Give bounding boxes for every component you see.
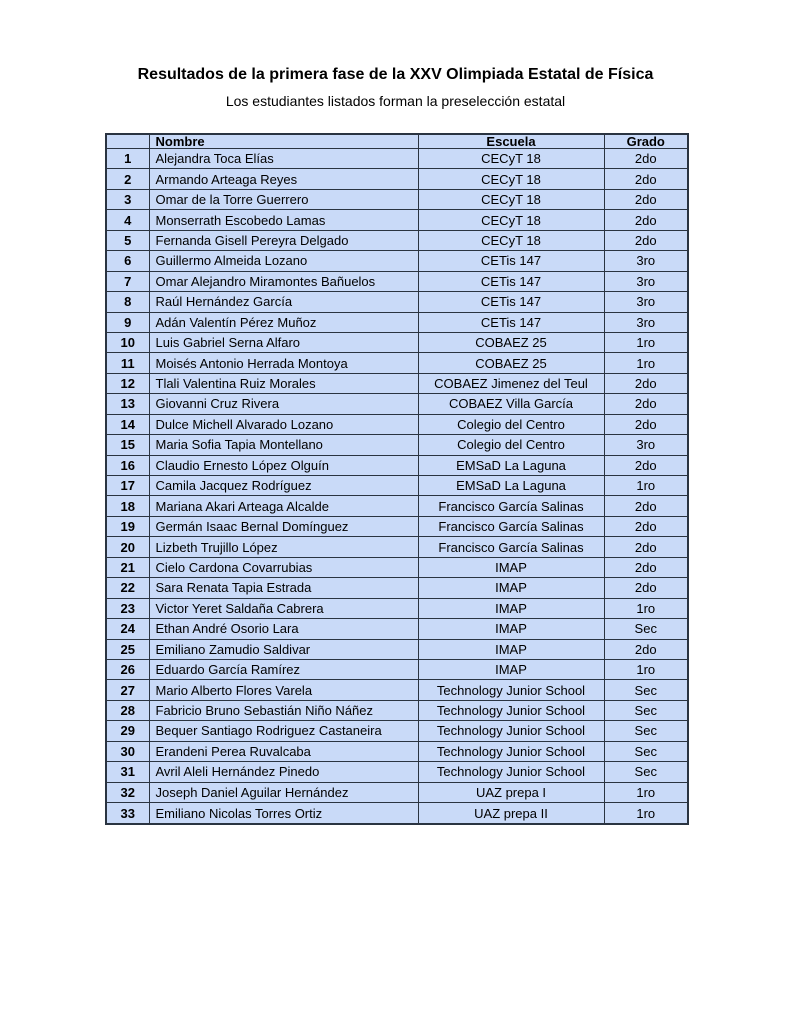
school-cell: Technology Junior School — [418, 700, 604, 720]
student-name-cell: Alejandra Toca Elías — [149, 149, 418, 169]
table-row — [106, 271, 688, 291]
school-cell: Francisco García Salinas — [418, 516, 604, 536]
table-row — [106, 312, 688, 332]
row-number-cell: 25 — [106, 639, 149, 659]
student-name-cell: Avril Aleli Hernández Pinedo — [149, 762, 418, 782]
table-row — [106, 680, 688, 700]
school-cell: CECyT 18 — [418, 169, 604, 189]
row-number-cell: 3 — [106, 189, 149, 209]
student-name-cell: Giovanni Cruz Rivera — [149, 394, 418, 414]
student-name-cell: Emiliano Nicolas Torres Ortiz — [149, 803, 418, 825]
grade-cell: 3ro — [604, 292, 688, 312]
grade-cell: 2do — [604, 516, 688, 536]
table-row — [106, 762, 688, 782]
student-name-cell: Raúl Hernández García — [149, 292, 418, 312]
grade-cell: Sec — [604, 619, 688, 639]
row-number-cell: 14 — [106, 414, 149, 434]
table-row — [106, 210, 688, 230]
row-number-cell: 12 — [106, 373, 149, 393]
school-cell: CETis 147 — [418, 271, 604, 291]
student-name-cell: Fabricio Bruno Sebastián Niño Náñez — [149, 700, 418, 720]
school-cell: IMAP — [418, 659, 604, 679]
grade-cell: 1ro — [604, 598, 688, 618]
row-number-cell: 23 — [106, 598, 149, 618]
grade-cell: Sec — [604, 721, 688, 741]
table-row — [106, 251, 688, 271]
table-row — [106, 455, 688, 475]
row-number-cell: 29 — [106, 721, 149, 741]
school-cell: Francisco García Salinas — [418, 496, 604, 516]
grade-cell: 1ro — [604, 782, 688, 802]
school-cell: IMAP — [418, 578, 604, 598]
grade-cell: 2do — [604, 414, 688, 434]
table-row — [106, 557, 688, 577]
row-number-cell: 5 — [106, 230, 149, 250]
row-number-cell: 31 — [106, 762, 149, 782]
school-cell: CECyT 18 — [418, 189, 604, 209]
school-cell: Technology Junior School — [418, 741, 604, 761]
document-title: Resultados de la primera fase de la XXV Olimpiada Estatal de Física — [137, 66, 654, 83]
student-name-cell: Eduardo García Ramírez — [149, 659, 418, 679]
grade-cell: Sec — [604, 741, 688, 761]
grade-cell: Sec — [604, 680, 688, 700]
school-cell: CECyT 18 — [418, 210, 604, 230]
table-row — [106, 659, 688, 679]
student-name-cell: Luis Gabriel Serna Alfaro — [149, 332, 418, 352]
row-number-cell: 15 — [106, 435, 149, 455]
table-row — [106, 373, 688, 393]
row-number-cell: 20 — [106, 537, 149, 557]
table-row — [106, 639, 688, 659]
student-name-cell: Maria Sofia Tapia Montellano — [149, 435, 418, 455]
student-name-cell: Omar Alejandro Miramontes Bañuelos — [149, 271, 418, 291]
student-name-cell: Guillermo Almeida Lozano — [149, 251, 418, 271]
row-number-cell: 21 — [106, 557, 149, 577]
school-cell: IMAP — [418, 557, 604, 577]
student-name-cell: Camila Jacquez Rodríguez — [149, 476, 418, 496]
student-name-cell: Emiliano Zamudio Saldivar — [149, 639, 418, 659]
school-cell: IMAP — [418, 619, 604, 639]
row-number-cell: 30 — [106, 741, 149, 761]
row-number-cell: 28 — [106, 700, 149, 720]
row-number-cell: 32 — [106, 782, 149, 802]
table-row — [106, 332, 688, 352]
results-table — [105, 133, 689, 825]
grade-cell: 2do — [604, 496, 688, 516]
row-number-cell: 9 — [106, 312, 149, 332]
student-name-cell: Mario Alberto Flores Varela — [149, 680, 418, 700]
table-row — [106, 803, 688, 825]
row-number-cell: 18 — [106, 496, 149, 516]
row-number-cell: 1 — [106, 149, 149, 169]
school-cell: Colegio del Centro — [418, 435, 604, 455]
header-nombre: Nombre — [149, 134, 418, 149]
table-body — [106, 149, 688, 825]
header-grado: Grado — [604, 134, 688, 149]
student-name-cell: Sara Renata Tapia Estrada — [149, 578, 418, 598]
school-cell: CECyT 18 — [418, 230, 604, 250]
table-row — [106, 537, 688, 557]
grade-cell: 2do — [604, 455, 688, 475]
grade-cell: 2do — [604, 230, 688, 250]
school-cell: Technology Junior School — [418, 721, 604, 741]
grade-cell: 3ro — [604, 251, 688, 271]
grade-cell: Sec — [604, 700, 688, 720]
student-name-cell: Adán Valentín Pérez Muñoz — [149, 312, 418, 332]
grade-cell: 2do — [604, 578, 688, 598]
school-cell: CECyT 18 — [418, 149, 604, 169]
student-name-cell: Bequer Santiago Rodriguez Castaneira — [149, 721, 418, 741]
student-name-cell: Dulce Michell Alvarado Lozano — [149, 414, 418, 434]
student-name-cell: Tlali Valentina Ruiz Morales — [149, 373, 418, 393]
student-name-cell: Claudio Ernesto López Olguín — [149, 455, 418, 475]
student-name-cell: Germán Isaac Bernal Domínguez — [149, 516, 418, 536]
table-header-row — [106, 134, 688, 149]
grade-cell: 1ro — [604, 659, 688, 679]
school-cell: COBAEZ 25 — [418, 353, 604, 373]
school-cell: UAZ prepa II — [418, 803, 604, 825]
row-number-cell: 11 — [106, 353, 149, 373]
row-number-cell: 13 — [106, 394, 149, 414]
school-cell: CETis 147 — [418, 251, 604, 271]
school-cell: COBAEZ Jimenez del Teul — [418, 373, 604, 393]
student-name-cell: Fernanda Gisell Pereyra Delgado — [149, 230, 418, 250]
table-row — [106, 476, 688, 496]
school-cell: EMSaD La Laguna — [418, 476, 604, 496]
table-row — [106, 721, 688, 741]
table-row — [106, 598, 688, 618]
row-number-cell: 4 — [106, 210, 149, 230]
grade-cell: 3ro — [604, 312, 688, 332]
table-row — [106, 619, 688, 639]
grade-cell: 2do — [604, 639, 688, 659]
table-row — [106, 149, 688, 169]
school-cell: Technology Junior School — [418, 762, 604, 782]
grade-cell: 2do — [604, 169, 688, 189]
student-name-cell: Cielo Cardona Covarrubias — [149, 557, 418, 577]
row-number-cell: 6 — [106, 251, 149, 271]
row-number-cell: 17 — [106, 476, 149, 496]
table-row — [106, 414, 688, 434]
grade-cell: 3ro — [604, 435, 688, 455]
student-name-cell: Erandeni Perea Ruvalcaba — [149, 741, 418, 761]
header-escuela: Escuela — [418, 134, 604, 149]
grade-cell: Sec — [604, 762, 688, 782]
grade-cell: 2do — [604, 210, 688, 230]
table-row — [106, 189, 688, 209]
table-row — [106, 496, 688, 516]
row-number-cell: 16 — [106, 455, 149, 475]
table-row — [106, 741, 688, 761]
row-number-cell: 33 — [106, 803, 149, 825]
school-cell: IMAP — [418, 639, 604, 659]
student-name-cell: Lizbeth Trujillo López — [149, 537, 418, 557]
school-cell: Colegio del Centro — [418, 414, 604, 434]
row-number-cell: 19 — [106, 516, 149, 536]
grade-cell: 3ro — [604, 271, 688, 291]
row-number-cell: 8 — [106, 292, 149, 312]
table-row — [106, 516, 688, 536]
school-cell: CETis 147 — [418, 292, 604, 312]
row-number-cell: 24 — [106, 619, 149, 639]
grade-cell: 2do — [604, 189, 688, 209]
row-number-cell: 2 — [106, 169, 149, 189]
school-cell: IMAP — [418, 598, 604, 618]
student-name-cell: Victor Yeret Saldaña Cabrera — [149, 598, 418, 618]
school-cell: COBAEZ Villa García — [418, 394, 604, 414]
student-name-cell: Moisés Antonio Herrada Montoya — [149, 353, 418, 373]
table-row — [106, 353, 688, 373]
table-row — [106, 435, 688, 455]
grade-cell: 2do — [604, 149, 688, 169]
grade-cell: 1ro — [604, 476, 688, 496]
table-row — [106, 169, 688, 189]
student-name-cell: Omar de la Torre Guerrero — [149, 189, 418, 209]
row-number-cell: 10 — [106, 332, 149, 352]
grade-cell: 2do — [604, 537, 688, 557]
school-cell: CETis 147 — [418, 312, 604, 332]
grade-cell: 1ro — [604, 332, 688, 352]
student-name-cell: Monserrath Escobedo Lamas — [149, 210, 418, 230]
table-row — [106, 578, 688, 598]
table-row — [106, 230, 688, 250]
school-cell: UAZ prepa I — [418, 782, 604, 802]
document-subtitle: Los estudiantes listados forman la preselección estatal — [225, 93, 566, 109]
table-row — [106, 394, 688, 414]
row-number-cell: 27 — [106, 680, 149, 700]
grade-cell: 1ro — [604, 803, 688, 825]
grade-cell: 1ro — [604, 353, 688, 373]
table-row — [106, 292, 688, 312]
school-cell: Technology Junior School — [418, 680, 604, 700]
row-number-cell: 22 — [106, 578, 149, 598]
grade-cell: 2do — [604, 373, 688, 393]
table-row — [106, 782, 688, 802]
student-name-cell: Mariana Akari Arteaga Alcalde — [149, 496, 418, 516]
grade-cell: 2do — [604, 557, 688, 577]
row-number-cell: 7 — [106, 271, 149, 291]
school-cell: EMSaD La Laguna — [418, 455, 604, 475]
student-name-cell: Joseph Daniel Aguilar Hernández — [149, 782, 418, 802]
header-index — [106, 134, 149, 149]
row-number-cell: 26 — [106, 659, 149, 679]
student-name-cell: Ethan André Osorio Lara — [149, 619, 418, 639]
table-row — [106, 700, 688, 720]
grade-cell: 2do — [604, 394, 688, 414]
school-cell: Francisco García Salinas — [418, 537, 604, 557]
student-name-cell: Armando Arteaga Reyes — [149, 169, 418, 189]
school-cell: COBAEZ 25 — [418, 332, 604, 352]
